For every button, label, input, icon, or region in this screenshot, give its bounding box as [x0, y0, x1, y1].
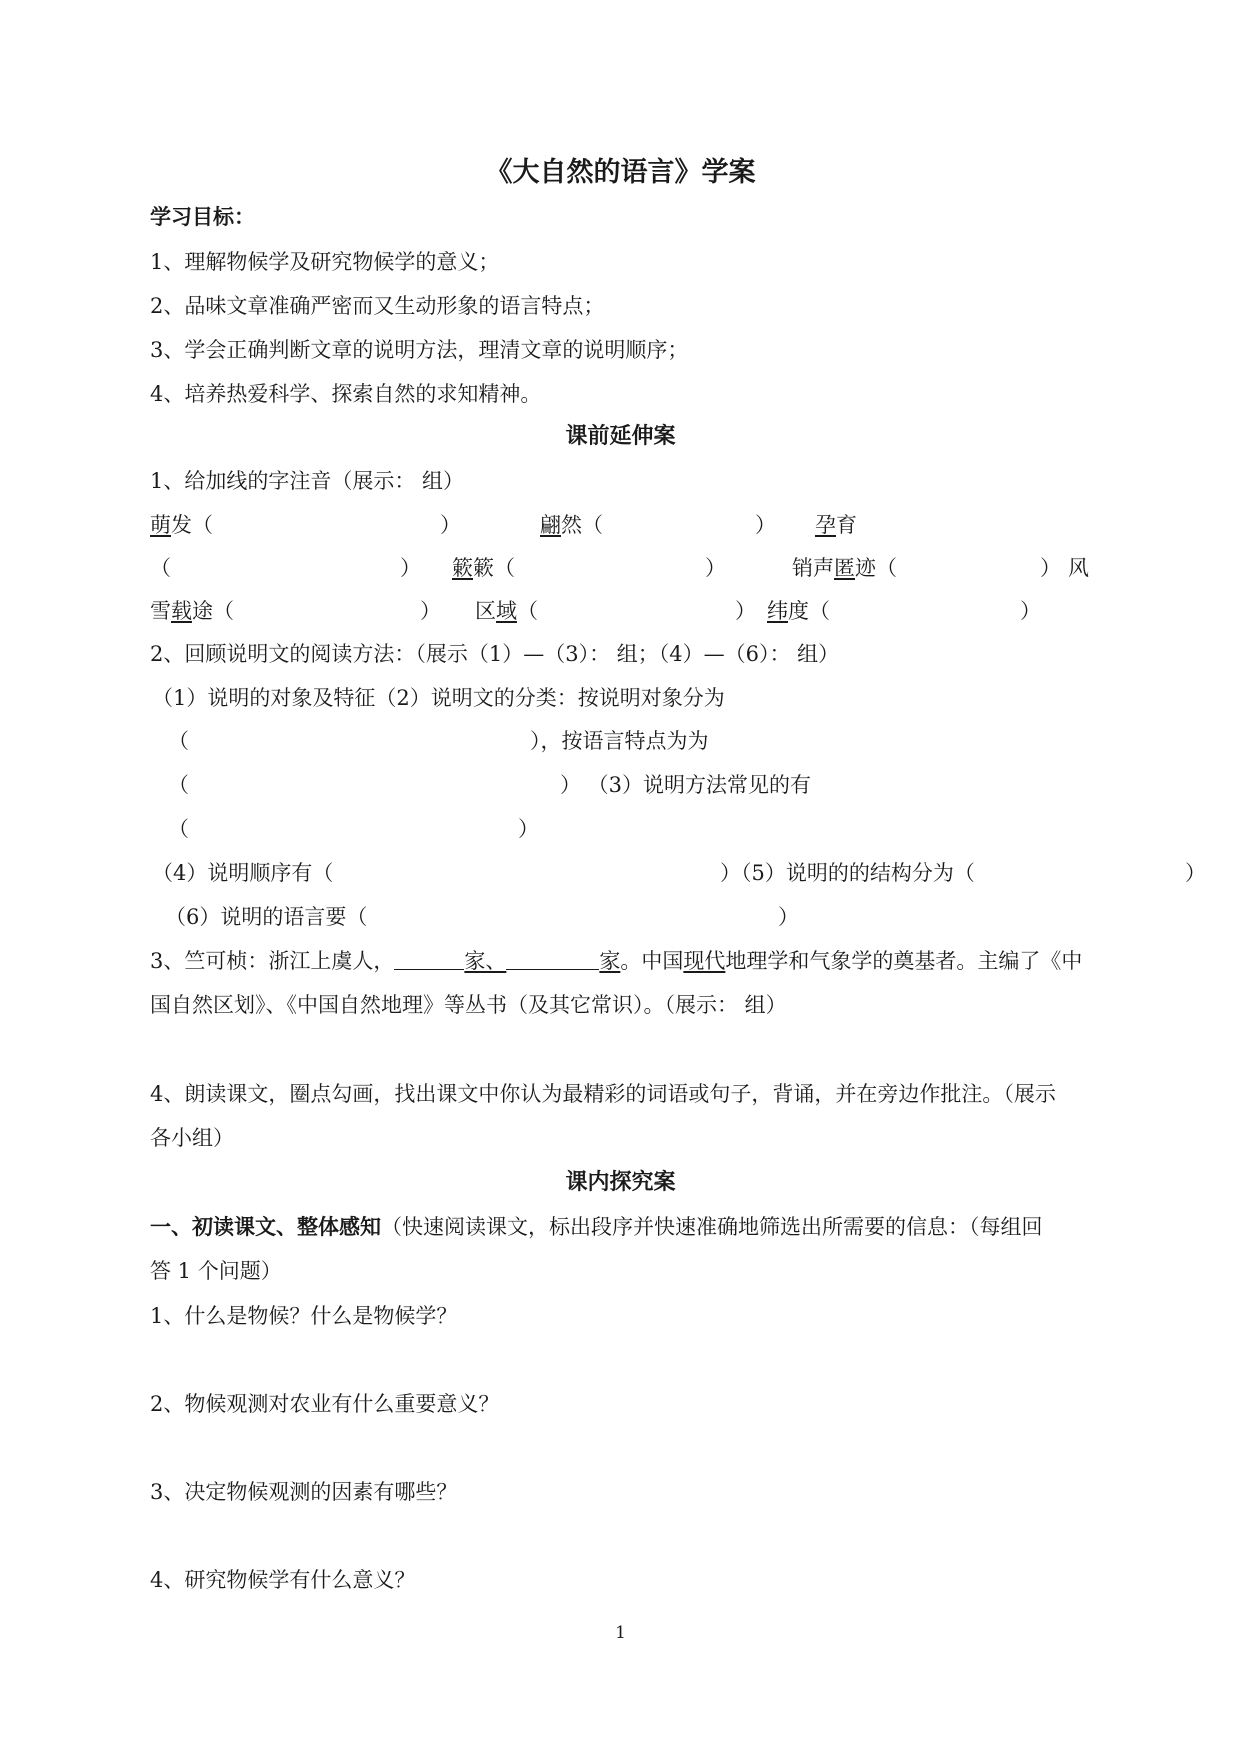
objective-item-2: 2、品味文章准确严密而又生动形象的语言特点； [150, 294, 605, 318]
paren-close: ） [440, 513, 461, 537]
paren-open: （ [168, 817, 189, 841]
pre-question-3-line-2: 国自然区划》、《中国自然地理》等丛书（及其它常识）。（展示： 组） [150, 993, 787, 1017]
document-title: 《大自然的语言》学案 [485, 157, 756, 188]
word-quyu: 区域（ [475, 599, 538, 623]
word-pianran: 翩然（ [540, 513, 603, 537]
paren-close: ） [778, 905, 799, 929]
paren-close: ） [400, 556, 421, 580]
objective-item-3: 3、学会正确判断文章的说明方法，理清文章的说明顺序； [150, 338, 689, 362]
paren-open: （ [150, 556, 171, 580]
pre-question-1: 1、给加线的字注音（展示： 组） [150, 469, 465, 493]
in-class-heading: 课内探究案 [565, 1169, 676, 1195]
pre-question-3: 3、竺可桢：浙江上虞人， 家、 家。中国现代地理学和气象学的奠基者。主编了《中 [150, 949, 1083, 973]
pre-question-2-line-4b: ）（5）说明的的结构分为（ [720, 861, 975, 885]
in-class-part-1-line-2: 答 1 个问题） [150, 1259, 282, 1283]
word-cucu: 簌簌（ [452, 556, 515, 580]
paren-close: ） [1040, 556, 1061, 580]
paren-close: ） [1020, 599, 1041, 623]
paren-close: ） [420, 599, 441, 623]
pre-question-2-line-1: （1）说明的对象及特征（2）说明文的分类：按说明对象分为 [152, 686, 725, 710]
paren-close: ） [518, 817, 539, 841]
in-class-part-1: 一、初读课文、整体感知（快速阅读课文，标出段序并快速准确地筛选出所需要的信息：（每组回 [150, 1214, 1043, 1239]
page-number: 1 [615, 1623, 626, 1643]
paren-open: （ [168, 729, 189, 753]
paren-close: ） [705, 556, 726, 580]
pre-question-2-line-3: ） （3）说明方法常见的有 [560, 773, 812, 797]
pre-question-2: 2、回顾说明文的阅读方法：（展示（1）—（3）： 组；（4）—（6）： 组） [150, 642, 840, 666]
objective-item-1: 1、理解物候学及研究物候学的意义； [150, 250, 500, 274]
pre-class-heading: 课前延伸案 [565, 423, 676, 449]
objective-item-4: 4、培养热爱科学、探索自然的求知精神。 [150, 382, 542, 406]
word-weidu: 纬度（ [767, 599, 830, 623]
pre-question-2-line-4a: （4）说明顺序有（ [152, 861, 334, 885]
word-xiaoshengniji: 销声匿迹（ [792, 556, 897, 580]
in-class-question-4: 4、研究物候学有什么意义？ [150, 1568, 416, 1592]
word-xuezaitu: 雪载途（ [150, 599, 234, 623]
pre-question-4-line-2: 各小组） [150, 1126, 234, 1150]
in-class-question-1: 1、什么是物候？什么是物候学？ [150, 1304, 458, 1328]
in-class-question-3: 3、决定物候观测的因素有哪些？ [150, 1480, 458, 1504]
paren-close: ） [755, 513, 776, 537]
paren-close: ） [735, 599, 756, 623]
in-class-question-2: 2、物候观测对农业有什么重要意义？ [150, 1392, 500, 1416]
paren-close: ） [1185, 861, 1206, 885]
pre-question-2-line-6: （6）说明的语言要（ [165, 905, 368, 929]
word-mengfa: 萌发（ [150, 513, 213, 537]
objectives-heading: 学习目标： [150, 204, 255, 229]
pre-question-4: 4、朗读课文，圈点勾画，找出课文中你认为最精彩的词语或句子，背诵，并在旁边作批注。（展示 [150, 1082, 1056, 1106]
word-yunyu: 孕育 [815, 513, 857, 537]
word-feng: 风 [1068, 556, 1089, 580]
paren-open: （ [168, 773, 189, 797]
pre-question-2-line-2: ），按语言特点为为 [530, 729, 709, 753]
